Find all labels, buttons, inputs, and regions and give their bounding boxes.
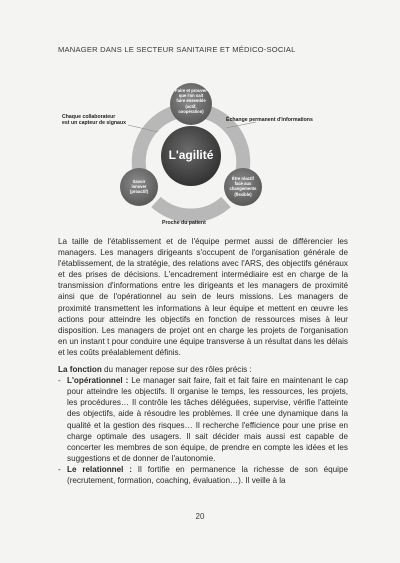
node-top-line: (actif, [185,103,197,109]
node-top-line: que l'on sait [178,93,204,99]
page-number: 20 [195,512,205,521]
role-text: Le manager sait faire, fait et fait faire en maintenant le cap pour atteindre les objectifs. Il organise le temps, les ressources, les projets, les procédures… Il contrôle les tâches déléguées, supervise, vérifie l'atteinte des objectifs, aide à résoudre les problèmes. Il crée une dynamique dans la qualité et la gestion des risques… Il recherche l'efficience pour une prise en charge optimale des usagers. Il sait décider mais aussi est capable de concerter les membres de son équipe, de prendre en compte les idées et les suggestions et de donner de l'autonomie. [67,376,348,463]
list-dash: - [58,464,61,474]
node-right-label [224,176,262,197]
node-right-line: changements [229,186,257,192]
roles-lead [58,364,348,375]
role-term: Le relationnel : [67,464,132,474]
roles-lead-rest: du manager repose sur des rôles précis : [101,365,252,375]
list-dash: - [58,376,61,386]
roles-lead-bold: La fonction [58,365,102,375]
node-left-line: Savoir [132,179,146,184]
node-right-line: (flexible) [234,191,252,197]
center-label: L'agilité [168,148,214,162]
label-bottom: Proche du patient [162,220,206,226]
node-right-line: Être réactif [232,176,254,181]
node-left-line: (proactif) [129,189,149,195]
label-top-left [62,114,126,126]
list-item [58,464,348,486]
agility-diagram [58,70,348,230]
role-term: L'opérationnel : [67,376,129,386]
node-left-line: innover [131,184,147,190]
node-top-line: faire ensemble [176,98,206,104]
node-top-line: Faire et prouver [175,88,207,93]
node-top-line: coopération) [178,108,204,114]
cycle-arc-bottom [156,202,226,216]
list-item [58,375,348,464]
label-top-right: Échange permanent d'informations [226,117,313,123]
node-right-line: face aux [234,181,252,187]
node-left-label [121,179,157,195]
label-top-left-line: est un capteur de signaux [62,120,126,127]
running-header: MANAGER DANS LE SECTEUR SANITAIRE ET MÉDICO-SOCIAL [58,45,296,54]
node-top-label [171,88,211,114]
body-text [58,236,348,486]
body-paragraph: La taille de l'établissement et de l'équipe permet aussi de différencier les managers. Les managers dirigeants s'occupent de l'organisation générale de l'établissement, de la stratégie, des relations avec l'ARS, des objectifs généraux et des prises de décisions. L'encadrement intermédiaire est en charge de la transmission d'informations entre les dirigeants et les managers de proximité ainsi que de l'opérationnel au sein de leurs missions. Les managers de proximité transmettent les informations à leur équipe et mettent en œuvre les actions pour atteindre les objectifs en fonction de ressources mises à leur disposition. Les managers de projet ont en charge les projets de l'organisation en un instant t pour conduire une équipe transverse à un résultat dans les délais et les coûts préalablement définis. [58,237,348,357]
label-top-left-line: Chaque collaborateur [62,114,116,120]
role-text: Il fortifie en permanence la richesse de son équipe (recrutement, formation, coaching, évaluation…). Il veille à la [67,464,348,485]
roles-list [58,375,348,486]
